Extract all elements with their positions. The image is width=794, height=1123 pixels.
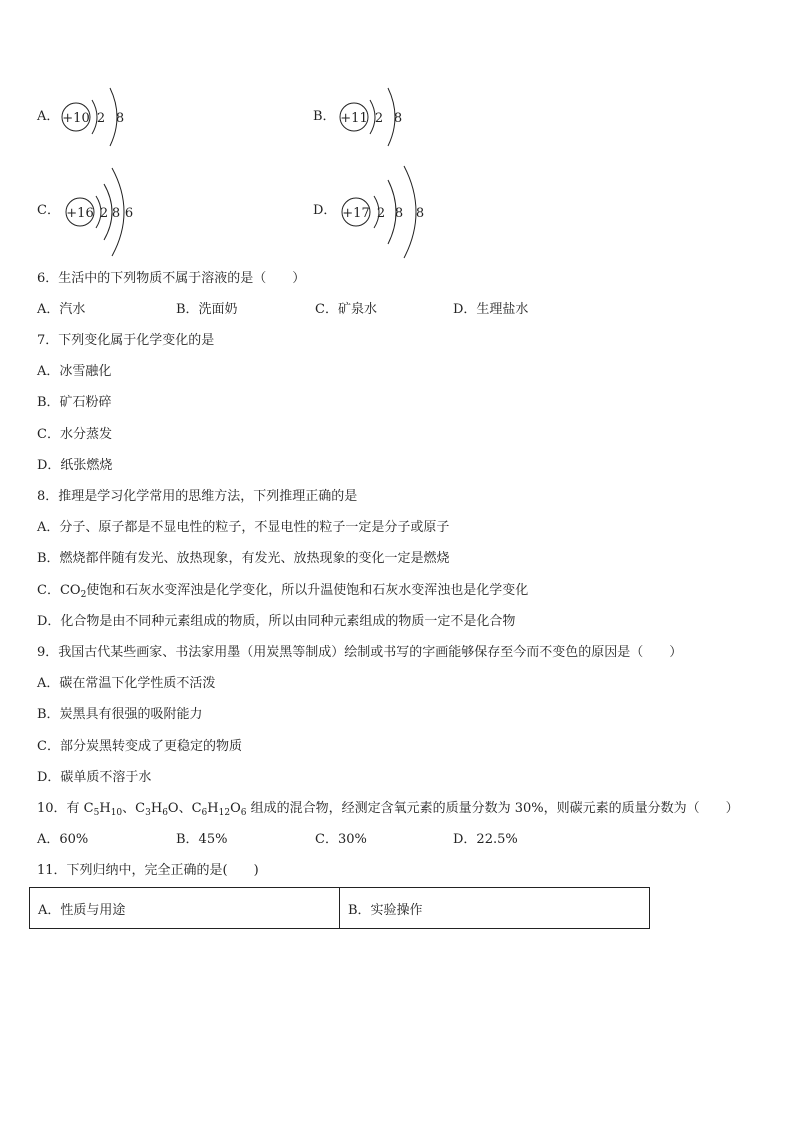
atom-b-shell-2: 8 [393, 111, 403, 126]
table-row [30, 888, 650, 929]
q9-option-d: D．碳单质不溶于水 [37, 770, 152, 785]
atom-d-shell-1: 2 [376, 206, 386, 221]
atom-diagram-c [62, 162, 152, 262]
atom-c-nucleus: +16 [66, 206, 94, 221]
q8-option-d: D．化合物是由不同种元素组成的物质，所以由同种元素组成的物质一定不是化合物 [37, 614, 516, 629]
q10-text-6: H [207, 801, 219, 816]
atom-d-shell-3: 8 [415, 206, 425, 221]
q10-sub-3: 3 [145, 808, 151, 818]
q10-option-b: B．45% [176, 832, 228, 847]
atom-a-shell-1: 2 [96, 111, 106, 126]
q10-sub-6: 12 [218, 808, 231, 818]
q7-option-c: C．水分蒸发 [37, 427, 112, 442]
q10-option-a: A．60% [37, 832, 89, 847]
atom-diagram-a [58, 84, 138, 152]
q8-option-c [37, 583, 528, 599]
q9-option-c: C．部分炭黑转变成了更稳定的物质 [37, 739, 242, 754]
q5-option-d-label: D． [313, 203, 337, 218]
q6-option-a: A．汽水 [37, 302, 86, 317]
q10-sub-2: 10 [110, 808, 123, 818]
q5-option-b-label: B． [313, 109, 336, 124]
q11-cell-a: A．性质与用途 [30, 888, 340, 929]
atom-b-shell-1: 2 [374, 111, 384, 126]
q10-text-7: O [230, 801, 241, 816]
atom-a-shell-2: 8 [115, 111, 125, 126]
q10-text-8: 组成的混合物，经测定含氧元素的质量分数为 30%，则碳元素的质量分数为（ ） [246, 801, 739, 816]
q7-stem: 7．下列变化属于化学变化的是 [37, 333, 215, 348]
atom-c-shell-2: 8 [111, 206, 121, 221]
q10-text-1: 10．有 C [37, 801, 94, 816]
q8-option-a: A．分子、原子都是不显电性的粒子，不显电性的粒子一定是分子或原子 [37, 520, 450, 535]
q6-option-c: C．矿泉水 [315, 302, 377, 317]
q8-option-c-rest: 使饱和石灰水变浑浊是化学变化，所以升温使饱和石灰水变浑浊也是化学变化 [86, 583, 529, 598]
atom-a-nucleus: +10 [62, 111, 90, 126]
atom-diagram-d [338, 162, 438, 262]
q10-sub-4: 6 [162, 808, 168, 818]
q5-option-a-label: A． [37, 109, 60, 124]
q10-text-5: O、C [167, 801, 202, 816]
q9-stem: 9．我国古代某些画家、书法家用墨（用炭黑等制成）绘制或书写的字画能够保存至今而不变色的原因是（ ） [37, 645, 683, 660]
q10-sub-1: 5 [93, 808, 100, 818]
q9-option-b: B．炭黑具有很强的吸附能力 [37, 707, 203, 722]
q11-cell-b: B．实验操作 [340, 888, 650, 929]
q5-option-c-label: C． [37, 203, 60, 218]
q8-option-b: B．燃烧都伴随有发光、放热现象，有发光、放热现象的变化一定是燃烧 [37, 551, 450, 566]
q6-stem: 6．生活中的下列物质不属于溶液的是（ ） [37, 271, 306, 286]
atom-c-shell-1: 2 [99, 206, 109, 221]
q7-option-b: B．矿石粉碎 [37, 395, 112, 410]
q10-text-2: H [99, 801, 111, 816]
q7-option-a: A．冰雪融化 [37, 364, 112, 379]
q8-stem: 8．推理是学习化学常用的思维方法，下列推理正确的是 [37, 489, 358, 504]
atom-d-shell-2: 8 [394, 206, 404, 221]
q6-option-d: D．生理盐水 [453, 302, 529, 317]
atom-d-nucleus: +17 [342, 206, 370, 221]
q11-table [29, 887, 650, 929]
q11-stem: 11．下列归纳中，完全正确的是( ) [37, 863, 259, 878]
q6-option-b: B．洗面奶 [176, 302, 238, 317]
q10-text-4: H [150, 801, 163, 816]
q10-sub-7: 6 [240, 808, 247, 818]
atom-b-nucleus: +11 [340, 111, 368, 126]
atom-diagram-b [336, 84, 416, 152]
q10-sub-5: 6 [201, 808, 208, 818]
q10-stem [37, 801, 739, 817]
q7-option-d: D．纸张燃烧 [37, 458, 113, 473]
atom-c-shell-3: 6 [124, 206, 134, 221]
q10-option-d: D．22.5% [453, 832, 518, 847]
q8-option-c-sub: 2 [80, 590, 87, 600]
q10-text-3: 、C [122, 801, 146, 816]
q8-option-c-prefix: C．CO [37, 583, 81, 598]
q9-option-a: A．碳在常温下化学性质不活泼 [37, 676, 216, 691]
q10-option-c: C．30% [315, 832, 367, 847]
